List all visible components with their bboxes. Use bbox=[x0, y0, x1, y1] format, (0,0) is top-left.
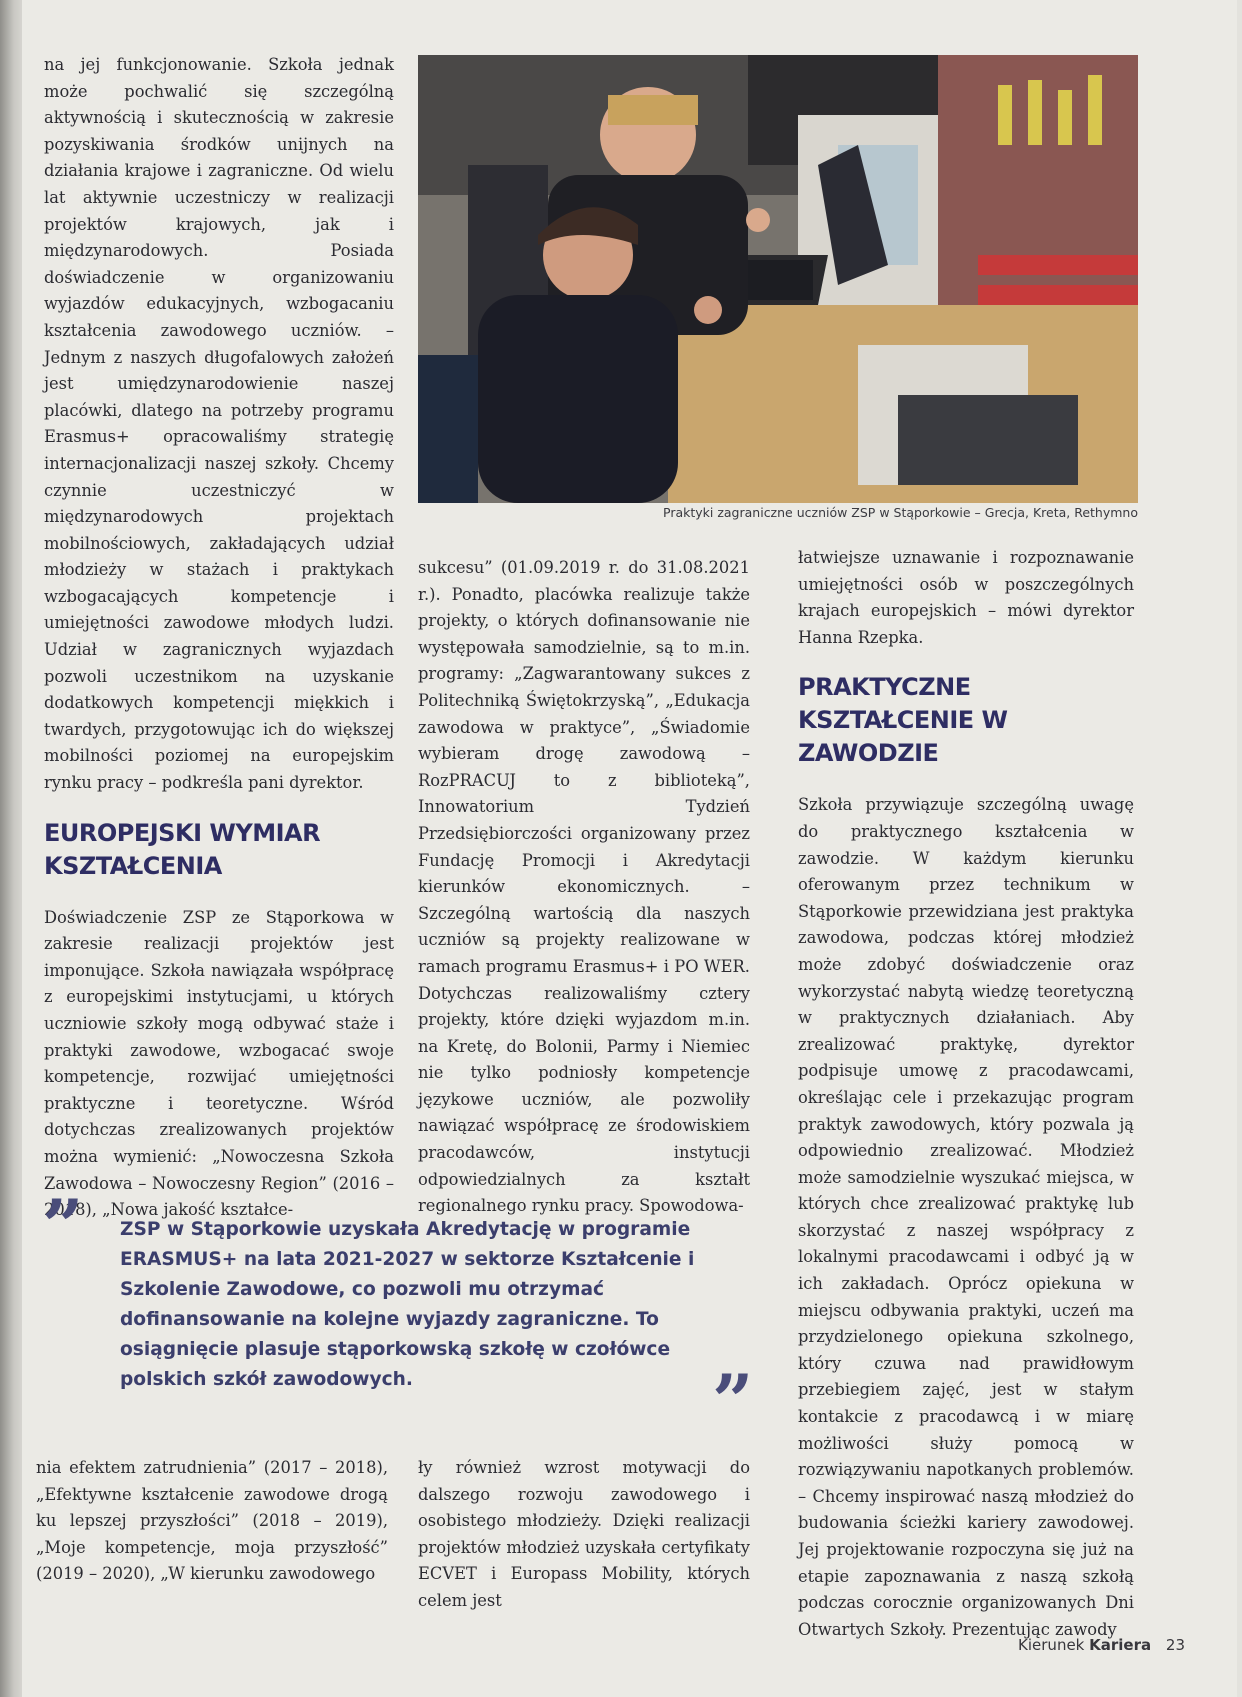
motivation-paragraph: ły również wzrost motywacji do dalszego rozwoju zawodowego i osobistego młodzieży. Dzięki realizacji projektów młodzież uzyskała certyfikaty ECVET i Europass Mobility, których celem jest bbox=[418, 1458, 750, 1610]
column-1-top bbox=[44, 52, 394, 1224]
experience-paragraph: Doświadczenie ZSP ze Stąporkowa w zakresie realizacji projektów jest imponujące. Szkoła nawiązała współpracę z europejskimi instytucjami, u których uczniowie szkoły mogą odbywać staże i praktyki zawodowe, wzbogacać swoje kompetencje, rozwijać umiejętności praktyczne i teoretyczne. Wśród dotychczas zrealizowanych projektów można wymienić: „Nowoczesna Szkoła Zawodowa – Nowoczesny Region” (2016 – 2018), „Nowa jakość kształce- bbox=[44, 907, 394, 1220]
pull-quote-text: ZSP w Stąporkowie uzyskała Akredytację w programie ERASMUS+ na lata 2021-2027 w sektorze Kształcenie i Szkolenie Zawodowe, co pozwoli mu otrzymać dofinansowanie na kolejne wyjazdy zagraniczne. To osiągnięcie plasuje stąporkowską szkołę w czołówce polskich szkół zawodowych. bbox=[120, 1219, 695, 1390]
photo-illustration bbox=[418, 55, 1138, 503]
magazine-name-light: Kierunek bbox=[1018, 1636, 1085, 1654]
pull-quote bbox=[120, 1215, 740, 1395]
projects-list-continued: nia efektem zatrudnienia” (2017 – 2018), „Efektywne kształcenie zawodowe drogą ku lepszej przyszłości” (2018 – 2019), „Moje kompetencje, moja przyszłość” (2019 – 2020), „W kierunku zawodowego bbox=[36, 1458, 388, 1584]
column-2-bottom bbox=[418, 1455, 750, 1615]
opening-quote-mark: ” bbox=[42, 1183, 84, 1268]
heading-praktyczne-ksztalcenie: PRAKTYCZNE KSZTAŁCENIE W ZAWODZIE bbox=[798, 673, 1008, 768]
heading-europejski-wymiar: EUROPEJSKI WYMIAR KSZTAŁCENIA bbox=[44, 818, 321, 880]
projects-paragraph: sukcesu” (01.09.2019 r. do 31.08.2021 r.). Ponadto, placówka realizuje także projekty, o których dofinansowanie nie występowała samodzielnie, są to m.in. programy: „Zagwarantowany sukces z Politechniką Świętokrzyską”, „Edukacja zawodowa w praktyce”, „Świadomie wybieram drogę zawodową – RozPRACUJ to z biblioteką”, Innowatorium Tydzień Przedsiębiorczości organizowany przez Fundację Promocji i Akredytacji kierunków ekonomicznych. – Szczególną wartością dla naszych uczniów są projekty realizowane w ramach programu Erasmus+ i PO WER. Dotychczas realizowaliśmy cztery projekty, które dzięki wyjazdom m.in. na Kretę, do Bolonii, Parmy i Niemiec nie tylko podniosły kompetencje językowe uczniów, ale pozwoliły nawiązać współpracę ze środowiskiem pracodawców, instytucji odpowiedzialnych za kształt regionalnego rynku pracy. Spowodowa- bbox=[418, 558, 750, 1216]
practical-training-paragraph: Szkoła przywiązuje szczególną uwagę do praktycznego kształcenia w zawodzie. W każdym kierunku oferowanym przez technikum w Stąporkowie przewidziana jest praktyka zawodowa, podczas której młodzież może zdobyć doświadczenie oraz wykorzystać nabytą wiedzę teoretyczną w praktycznych działaniach. Aby zrealizować praktykę, dyrektor podpisuje umowę z pracodawcami, określając cele i przekazując program praktyk zawodowych, który pozwala ją odpowiednio zrealizować. Młodzież może samodzielnie wyszukać miejsca, w których chce zrealizować praktykę lub skorzystać z naszej współpracy z lokalnymi pracodawcami i odbyć ją w ich zakładach. Oprócz opiekuna w miejscu odbywania praktyki, uczeń ma przydzielonego opiekuna szkolnego, który czuwa nad prawidłowym przebiegiem zajęć, jest w stałym kontakcie z pracodawcą i w miarę możliwości służy pomocą w rozwiązywaniu napotkanych problemów. – Chcemy inspirować naszą młodzież do budowania ścieżki kariery zawodowej. Jej projektowanie rozpoczyna się już na etapie zapoznawania z naszą szkołą podczas corocznie organizowanych Dni Otwartych Szkoły. Prezentując zawody bbox=[798, 795, 1134, 1639]
magazine-name-bold: Kariera bbox=[1089, 1636, 1152, 1654]
intro-paragraph: na jej funkcjonowanie. Szkoła jednak może pochwalić się szczególną aktywnością i skutecznością w zakresie pozyskiwania środków unijnych na działania krajowe i zagraniczne. Od wielu lat aktywnie uczestniczy w realizacji projektów krajowych, jak i międzynarodowych. Posiada doświadczenie w organizowaniu wyjazdów edukacyjnych, wzbogacaniu kształcenia zawodowego uczniów. – Jednym z naszych długofalowych założeń jest umiędzynarodowienie naszej placówki, dlatego na potrzeby programu Erasmus+ opracowaliśmy strategię internacjonalizacji naszej szkoły. Chcemy czynnie uczestniczyć w międzynarodowych projektach mobilnościowych, zakładających udział młodzieży w stażach i praktykach wzbogacających kompetencje i umiejętności zawodowe młodych ludzi. Udział w zagranicznych wyjazdach pozwoli uczestnikom na uzyskanie dodatkowych kompetencji miękkich i twardych, przygotowując ich do większej mobilności poziomej na europejskim rynku pracy – podkreśla pani dyrektor. bbox=[44, 55, 394, 793]
recognition-paragraph: łatwiejsze uznawanie i rozpoznawanie umiejętności osób w poszczególnych krajach europejskich – mówi dyrektor Hanna Rzepka. bbox=[798, 548, 1134, 647]
photo-caption: Praktyki zagraniczne uczniów ZSP w Stąporkowie – Grecja, Kreta, Rethymno bbox=[663, 505, 1138, 520]
page-number: 23 bbox=[1165, 1636, 1185, 1654]
column-1-bottom bbox=[36, 1455, 388, 1588]
students-workshop-photo bbox=[418, 55, 1138, 503]
column-2-top bbox=[418, 555, 750, 1220]
page-footer bbox=[1018, 1636, 1185, 1654]
column-3 bbox=[798, 545, 1134, 1643]
magazine-page bbox=[22, 0, 1237, 1697]
closing-quote-mark: ” bbox=[712, 1358, 754, 1443]
